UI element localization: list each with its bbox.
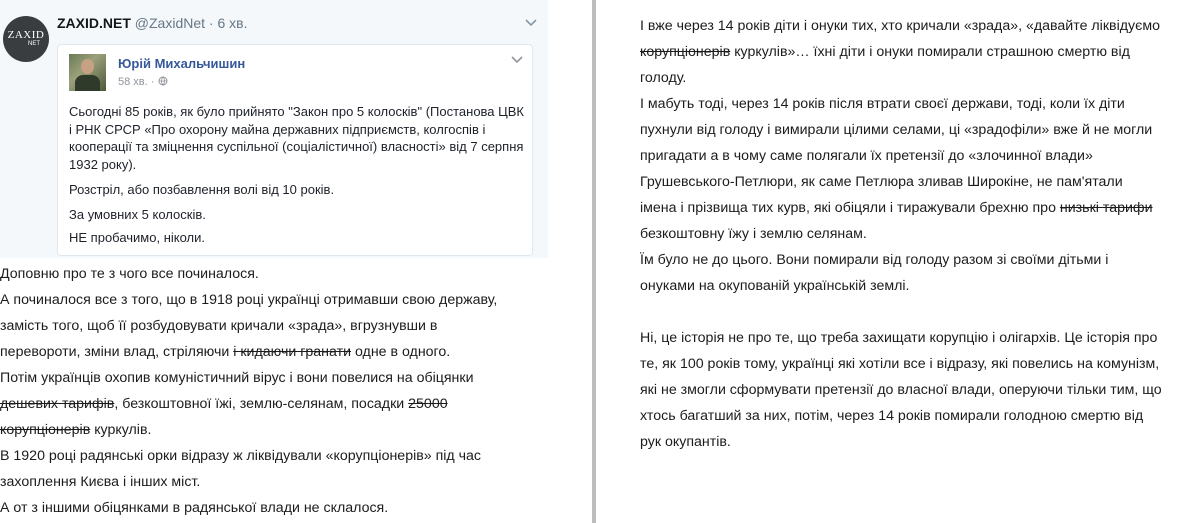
strikethrough-text: 25000	[408, 396, 448, 412]
tweet-chevron-down-icon[interactable]	[525, 16, 537, 30]
right-article-text	[640, 13, 1190, 455]
fb-chevron-down-icon[interactable]	[511, 53, 523, 67]
text-line: те, як 100 років тому, українці які хотіли все і відразу, які повелись на комунізм,	[640, 356, 1160, 372]
fb-post-time[interactable]: 58 хв.	[118, 76, 148, 88]
text-line: Їм було не до цього. Вони помирали від голоду разом зі своїми дітьми і	[640, 252, 1109, 268]
embedded-tweet	[0, 0, 548, 258]
text-line: голоду.	[640, 70, 687, 86]
tweet-timestamp[interactable]: 6 хв.	[217, 15, 248, 31]
left-article-text	[0, 261, 585, 521]
text-line: І вже через 14 років діти і онуки тих, хто кричали «зрада», «давайте ліквідуємо	[640, 18, 1160, 34]
fb-meta-separator: ·	[150, 76, 155, 88]
text-line: замість того, щоб її розбудовувати кричали «зрада», вгрузнувши в	[0, 318, 438, 334]
tweet-author-handle[interactable]: @ZaxidNet	[134, 15, 206, 31]
text-line: рук окупантів.	[640, 434, 731, 450]
text-line: Ні, це історія не про те, що треба захищати корупцію і олігархів. Це історія про	[640, 330, 1158, 346]
tweet-separator: ·	[208, 15, 214, 31]
text-line: безкоштовну їжу і землю селянам.	[640, 226, 867, 242]
text-line: Потім українців охопив комуністичний вірус і вони повелися на обіцянки	[0, 370, 474, 386]
strikethrough-text: низькі тарифи	[1059, 200, 1153, 216]
text-line: корупціонерів куркулів.	[0, 422, 152, 438]
fb-post-meta	[118, 76, 168, 88]
text-line: Грушевського-Петлюри, як саме Петлюра зливав Широкіне, не пам'ятали	[640, 174, 1123, 190]
strikethrough-text: корупціонерів	[640, 44, 731, 60]
text-line: дешевих тарифів, безкоштовної їжі, землю-селянам, посадки 25000	[0, 396, 448, 412]
fb-post-paragraph: Сьогодні 85 років, як було прийнято "Закон про 5 колосків" (Постанова ЦВК і РНК СРСР «Про охорону майна державних підприємств, колгоспів і кооперації та зміцнення суспільної (соціалістичної) власності» від 7 серпня 1932 року).	[69, 104, 525, 172]
text-line: онуками на окупованій українській землі.	[640, 278, 910, 294]
text-line: імена і прізвища тих курв, які обіцяли і тиражували брехню про низькі тарифи	[640, 200, 1153, 216]
tweet-header	[57, 15, 247, 31]
fb-post-paragraph: Розстріл, або позбавлення волі від 10 років.	[69, 182, 335, 197]
strikethrough-text: дешевих тарифів	[0, 396, 115, 412]
fb-post-paragraph: За умовних 5 колосків.	[69, 207, 206, 222]
strikethrough-text: корупціонерів	[0, 422, 91, 438]
zaxid-avatar[interactable]	[3, 16, 49, 62]
text-line: пухнули від голоду і вимирали цілими селами, ці «зрадофіли» вже й не могли	[640, 122, 1153, 138]
vertical-divider	[592, 0, 596, 523]
paragraph-gap	[640, 299, 1190, 325]
text-line: А починалося все з того, що в 1918 році українці отримавши свою державу,	[0, 292, 498, 308]
text-line: захоплення Києва і інших міст.	[0, 474, 201, 490]
avatar-logo-subtext: NET	[28, 41, 40, 47]
left-screenshot-panel	[0, 0, 590, 523]
tweet-author-name[interactable]: ZAXID.NET	[57, 15, 131, 31]
facebook-post-card	[57, 44, 533, 256]
strikethrough-text: і кидаючи гранати	[233, 344, 352, 360]
text-line: Доповню про те з чого все починалося.	[0, 266, 259, 282]
text-line: хтось багатший за них, потім, через 14 років помирали голодною смертю від	[640, 408, 1144, 424]
globe-icon	[158, 76, 168, 88]
fb-post-paragraph: НЕ пробачимо, ніколи.	[69, 230, 205, 245]
fb-author-name[interactable]: Юрій Михальчишин	[118, 56, 246, 71]
text-line: І мабуть тоді, через 14 років після втрати своєї держави, тоді, коли їх діти	[640, 96, 1125, 112]
text-line: корупціонерів куркулів»… їхні діти і онуки помирали страшною смертю від	[640, 44, 1130, 60]
text-line: які не змогли сформувати претензії до власної влади, оперуючи тільки тим, що	[640, 382, 1162, 398]
text-line: перевороти, зміни влад, стріляючи і кидаючи гранати одне в одного.	[0, 344, 451, 360]
text-line: пригадати а в чому саме полягали їх претензії до «злочинної влади»	[640, 148, 1093, 164]
author-photo[interactable]	[69, 54, 106, 91]
text-line: В 1920 році радянські орки відразу ж ліквідували «корупціонерів» під час	[0, 448, 482, 464]
text-line: А от з іншими обіцянками в радянської влади не склалося.	[0, 500, 389, 516]
avatar-logo-text: ZAXID	[7, 29, 45, 41]
